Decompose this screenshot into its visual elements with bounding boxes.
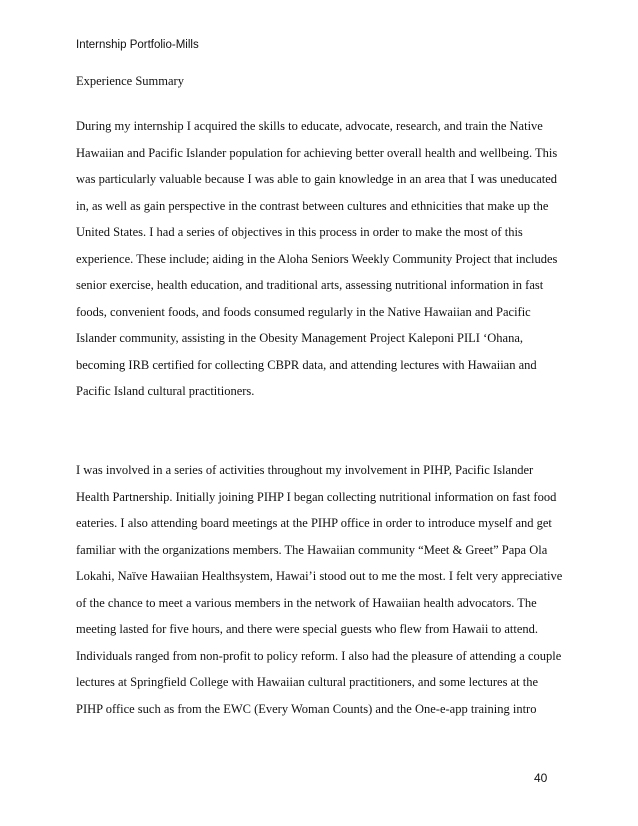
paragraph-line: lectures at Springfield College with Hawaiian cultural practitioners, and some lectures at the	[76, 675, 538, 689]
page-number: 40	[534, 771, 548, 785]
paragraph-line: Individuals ranged from non-profit to policy reform. I also had the pleasure of attending a couple	[76, 648, 562, 663]
paragraph-line: PIHP office such as from the EWC (Every Woman Counts) and the One-e-app training intro	[76, 701, 537, 716]
paragraph-line: I was involved in a series of activities throughout my involvement in PIHP, Pacific Islander	[76, 463, 534, 477]
paragraph-line: Health Partnership. Initially joining PIHP I began collecting nutritional information on fast food	[76, 489, 557, 504]
paragraph-line: United States. I had a series of objectives in this process in order to make the most of this	[76, 225, 523, 239]
paragraph-line: of the chance to meet a various members in the network of Hawaiian health advocators. The	[76, 595, 537, 610]
paragraph-line: familiar with the organizations members. The Hawaiian community “Meet & Greet” Papa Ola	[76, 542, 548, 557]
paragraph-line: becoming IRB certified for collecting CBPR data, and attending lectures with Hawaiian and	[76, 357, 537, 372]
paragraph-line: Hawaiian and Pacific Islander population for achieving better overall health and wellbeing. This	[76, 145, 558, 160]
paragraph-line: eateries. I also attending board meetings at the PIHP office in order to introduce myself and get	[76, 516, 552, 530]
paragraph-2	[76, 457, 562, 722]
section-title: Experience Summary	[76, 74, 184, 88]
paragraph-line: in, as well as gain perspective in the contrast between cultures and ethnicities that make up the	[76, 198, 549, 213]
paragraph-line: Lokahi, Naïve Hawaiian Healthsystem, Hawai’i stood out to me the most. I felt very appreciative	[76, 569, 563, 583]
paragraph-line: Islander community, assisting in the Obesity Management Project Kaleponi PILI ‘Ohana,	[76, 331, 524, 345]
paragraph-line: Pacific Island cultural practitioners.	[76, 384, 255, 398]
running-header: Internship Portfolio-Mills	[76, 39, 199, 51]
paragraph-line: senior exercise, health education, and traditional arts, assessing nutritional information in fast	[76, 278, 544, 292]
paragraph-line: was particularly valuable because I was able to gain knowledge in an area that I was uneducated	[76, 172, 558, 186]
paragraph-1	[76, 113, 557, 405]
paragraph-line: foods, convenient foods, and foods consumed regularly in the Native Hawaiian and Pacific	[76, 304, 531, 319]
paragraph-line: During my internship I acquired the skills to educate, advocate, research, and train the Native	[76, 119, 543, 133]
paragraph-line: experience. These include; aiding in the Aloha Seniors Weekly Community Project that includes	[76, 251, 558, 266]
paragraph-line: meeting lasted for five hours, and there were special guests who flew from Hawaii to attend.	[76, 622, 538, 636]
